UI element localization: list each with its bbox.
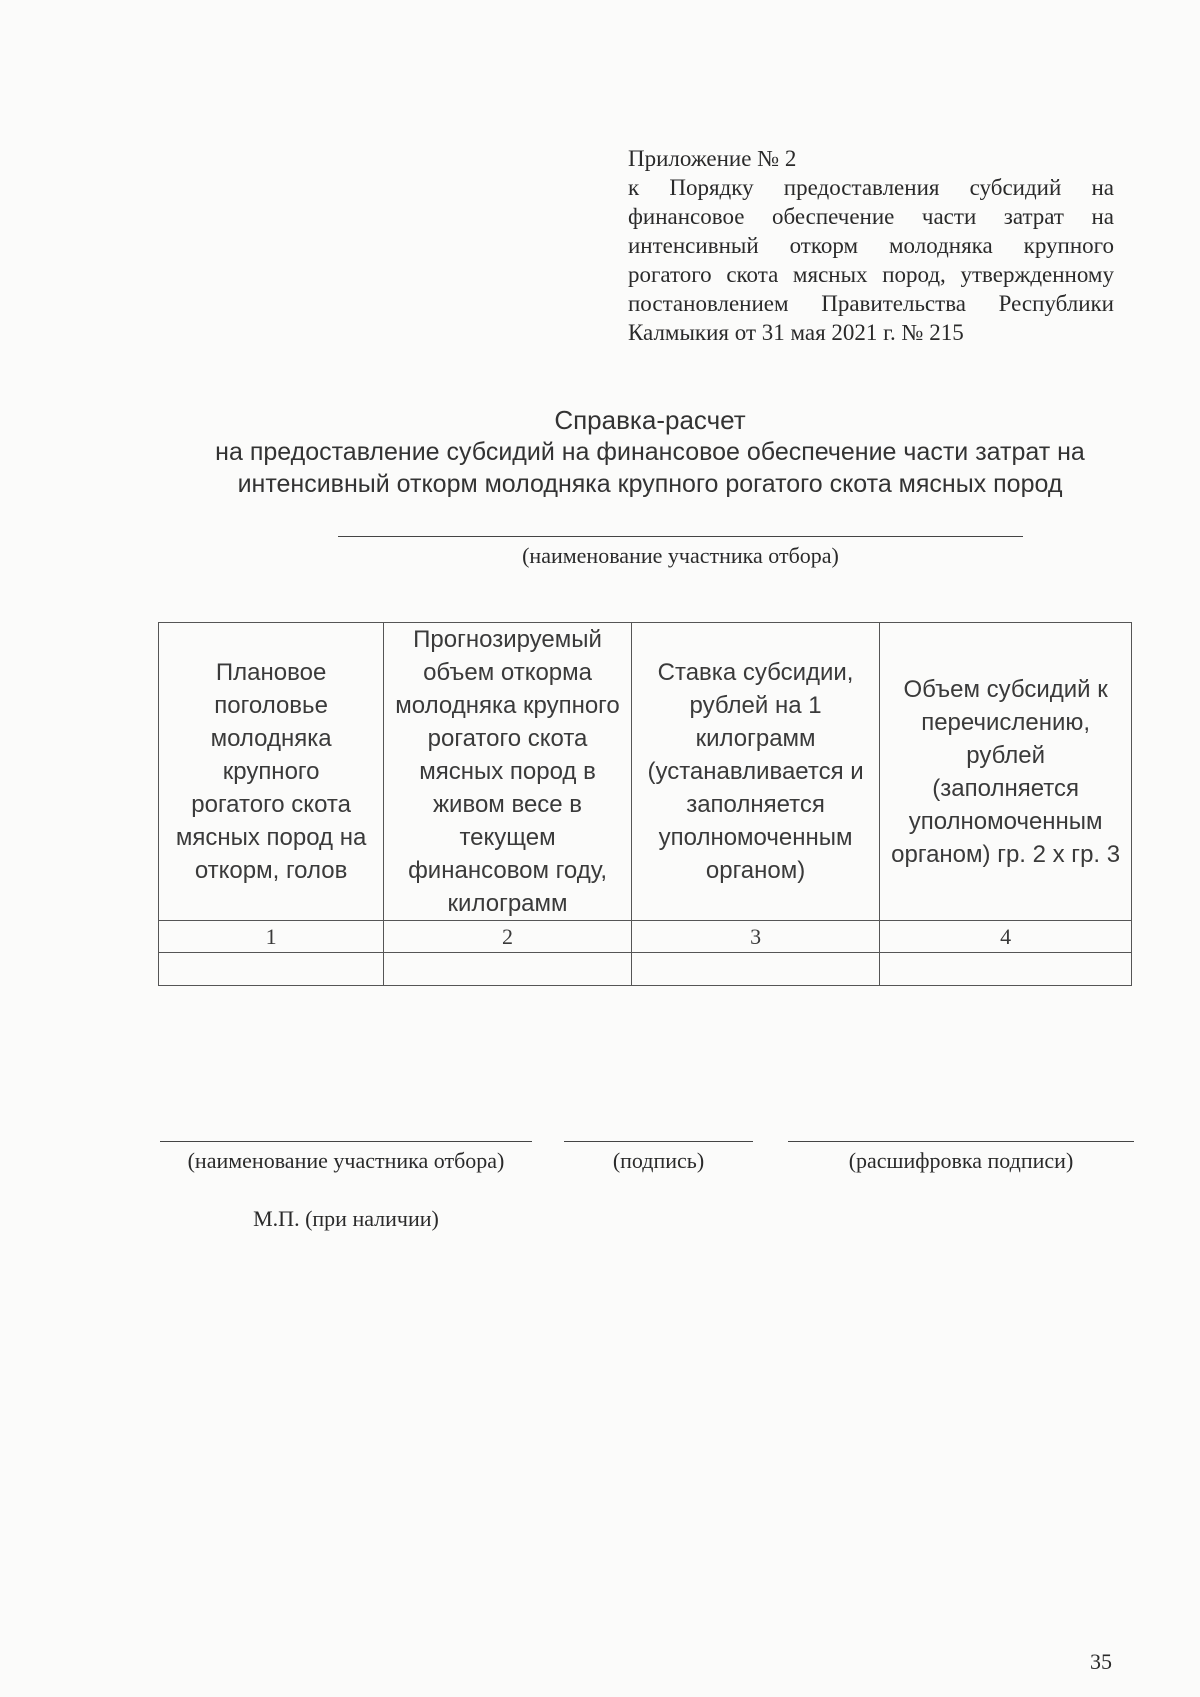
appendix-line: Приложение № 2	[628, 146, 797, 171]
table-data-cell[interactable]	[159, 953, 384, 986]
table-data-cell[interactable]	[384, 953, 632, 986]
column-number-cell: 4	[880, 921, 1132, 953]
table-row	[159, 953, 1132, 986]
table-header-cell: Прогнозируемый объем откорма молодняка крупного рогатого скота мясных пород в живом весе в текущем финансовом году, килограмм	[384, 623, 632, 921]
column-number-cell: 2	[384, 921, 632, 953]
appendix-line: интенсивный откорм молодняка крупного	[628, 233, 1114, 258]
table-header-cell: Плановое поголовье молодняка крупного рогатого скота мясных пород на откорм, голов	[159, 623, 384, 921]
appendix-line: постановлением Правительства Республики	[628, 291, 1114, 316]
stamp-note: М.П. (при наличии)	[253, 1206, 439, 1231]
column-number-cell: 3	[631, 921, 879, 953]
table-data-cell[interactable]	[631, 953, 879, 986]
appendix-line: Калмыкия от 31 мая 2021 г. № 215	[628, 320, 964, 345]
signature-caption: (подпись)	[612, 1148, 705, 1173]
participant-name-caption: (наименование участника отбора)	[522, 543, 839, 568]
table-data-cell[interactable]	[880, 953, 1132, 986]
page-number: 35	[1090, 1649, 1112, 1674]
table-row	[159, 921, 1132, 953]
signature-field[interactable]	[564, 1141, 753, 1142]
title-main: Справка-расчет	[554, 405, 746, 435]
table-header-row	[159, 623, 1132, 921]
column-number-cell: 1	[159, 921, 384, 953]
document-title	[150, 404, 1150, 500]
appendix-line: к Порядку предоставления субсидий на	[628, 175, 1114, 200]
appendix-block	[628, 144, 1114, 347]
title-subtitle-line: интенсивный откорм молодняка крупного рогатого скота мясных пород	[237, 470, 1063, 498]
participant-name-field[interactable]	[338, 536, 1023, 537]
participant-signature-caption: (наименование участника отбора)	[187, 1148, 505, 1173]
signature-decoding-field[interactable]	[788, 1141, 1134, 1142]
calculation-table	[158, 622, 1132, 986]
title-subtitle-line: на предоставление субсидий на финансовое обеспечение части затрат на	[215, 438, 1085, 466]
appendix-line: рогатого скота мясных пород, утвержденному	[628, 262, 1114, 287]
table-header-cell: Объем субсидий к перечислению, рублей (заполняется уполномоченным органом) гр. 2 х гр. 3	[880, 623, 1132, 921]
appendix-line: финансовое обеспечение части затрат на	[628, 204, 1114, 229]
table-header-cell: Ставка субсидии, рублей на 1 килограмм (устанавливается и заполняется уполномоченным органом)	[631, 623, 879, 921]
participant-signature-field[interactable]	[160, 1141, 532, 1142]
signature-decoding-caption: (расшифровка подписи)	[848, 1148, 1074, 1173]
